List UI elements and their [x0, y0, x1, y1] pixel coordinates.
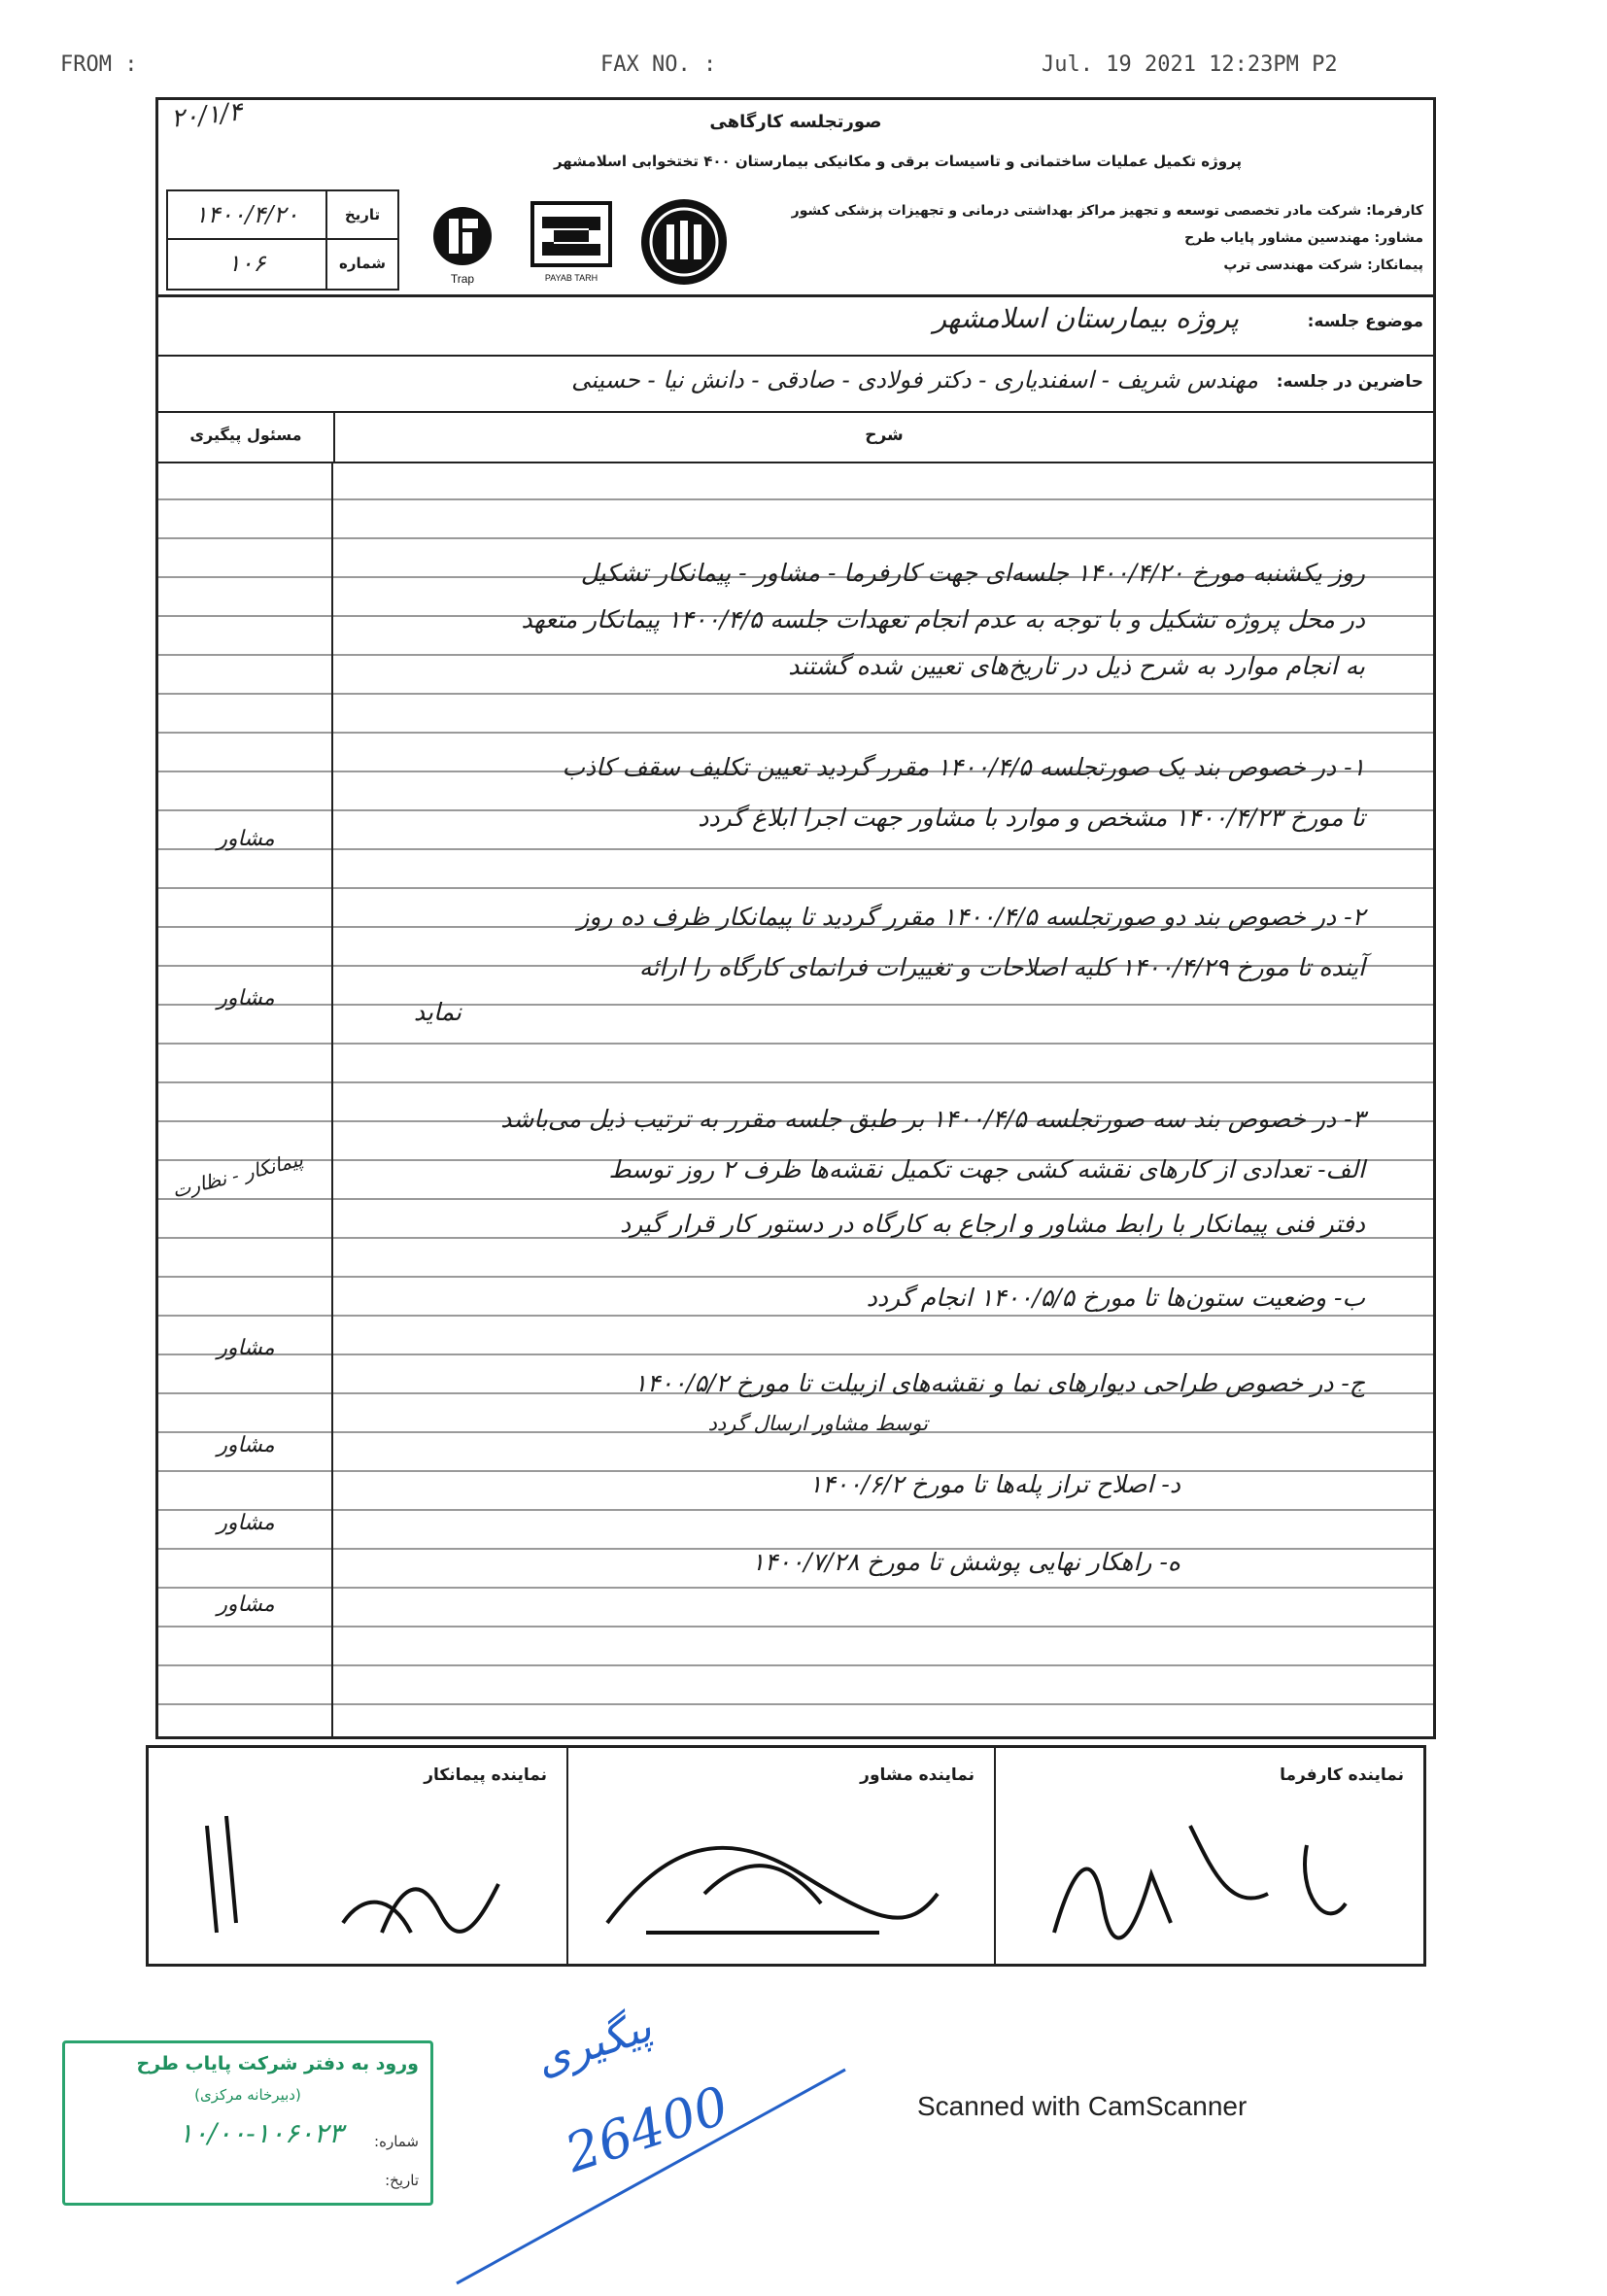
corner-handwritten-note: ۲۰/۱/۴ [169, 97, 244, 134]
responsible-entry: مشاور [217, 827, 275, 851]
body-line: ۲- در خصوص بند دو صورتجلسه ۱۴۰۰/۴/۵ مقرر گردید تا پیمانکار ظرف ده روز [577, 903, 1365, 931]
form-title: صورتجلسه کارگاهی [709, 112, 882, 132]
fax-from: FROM : [60, 52, 138, 77]
attendees-value: مهندس شریف - اسفندیاری - دکتر فولادی - صادقی - دانش نیا - حسینی [571, 366, 1258, 394]
project-title: پروژه تکمیل عملیات ساختمانی و تاسیسات برقی و مکانیکی بیمارستان ۴۰۰ تختخوابی اسلامشهر [553, 153, 1243, 170]
table-header [158, 411, 1433, 463]
stamp-subtitle: (دبیرخانه مرکزی) [194, 2086, 301, 2104]
subject-value: پروژه بیمارستان اسلامشهر [933, 302, 1239, 334]
camscanner-watermark: Scanned with CamScanner [917, 2091, 1248, 2121]
fax-header [0, 47, 1607, 86]
responsible-entry: پیمانکار - نظارت [169, 1147, 306, 1203]
minutes-body [158, 462, 1433, 1739]
consultant-signature-label: نماینده مشاور [860, 1765, 974, 1785]
logo-strip [416, 195, 736, 289]
date-label: تاریخ [325, 191, 397, 238]
minutes-form [155, 97, 1436, 1739]
payab-logo-caption: PAYAB TARH [544, 273, 598, 283]
date-number-box [166, 189, 399, 292]
attendees-row [158, 355, 1433, 413]
number-label: شماره [325, 240, 397, 289]
consultant-signature-icon [588, 1787, 957, 1952]
subject-label: موضوع جلسه: [1307, 312, 1423, 331]
body-line: ه- راهکار نهایی پوشش تا مورخ ۱۴۰۰/۷/۲۸ [751, 1548, 1180, 1576]
attendees-label: حاضرین در جلسه: [1276, 372, 1423, 392]
contractor-signature-label: نماینده پیمانکار [424, 1765, 547, 1785]
responsible-entry: مشاور [217, 1593, 275, 1617]
payab-tarh-logo-icon [525, 195, 618, 289]
description-column-header: شرح [333, 411, 1433, 462]
body-line: ۳- در خصوص بند سه صورتجلسه ۱۴۰۰/۴/۵ بر طبق جلسه مقرر به ترتیب ذیل می‌باشد [500, 1105, 1365, 1133]
body-line: روز یکشنبه مورخ ۱۴۰۰/۴/۲۰ جلسه‌ای جهت کارفرما - مشاور - پیمانکار تشکیل [580, 559, 1365, 587]
trap-logo-icon [416, 195, 509, 289]
body-line: به انجام موارد به شرح ذیل در تاریخ‌های تعیین شده گشتند [788, 652, 1365, 680]
body-line: در محل پروژه تشکیل و با توجه به عدم انجام تعهدات جلسه ۱۴۰۰/۴/۵ پیمانکار متعهد [521, 605, 1365, 634]
body-line: آینده تا مورخ ۱۴۰۰/۴/۲۹ کلیه اصلاحات و تغییرات فرانمای کارگاه را ارائه [638, 953, 1365, 981]
stamp-number-value: ۱۰/۰۰-۱۰۶۰۲۳ [178, 2117, 343, 2149]
employer-signature-cell [996, 1748, 1423, 1964]
date-row [166, 189, 399, 240]
employer-signature-icon [1015, 1787, 1385, 1952]
body-line: الف- تعدادی از کارهای نقشه کشی جهت تکمیل نقشه‌ها ظرف ۲ روز توسط [608, 1155, 1365, 1183]
responsible-entry: مشاور [217, 986, 275, 1011]
responsible-entry: مشاور [217, 1433, 275, 1457]
contractor-signature-cell [149, 1748, 568, 1964]
body-line: توسط مشاور ارسال گردد [707, 1412, 928, 1435]
contractor-signature-icon [168, 1787, 537, 1952]
blue-ink-number: 26400 [558, 2073, 736, 2185]
contractor-line: پیمانکار: شرکت مهندسی ترپ [1223, 257, 1423, 273]
responsible-entry: مشاور [217, 1336, 275, 1360]
column-divider [331, 462, 333, 1739]
consultant-line: مشاور: مهندسین مشاور پایاب طرح [1184, 230, 1423, 246]
trap-logo-caption: Trap [450, 272, 475, 286]
number-row [166, 240, 399, 291]
signature-strip [146, 1745, 1426, 1967]
responsible-entry: مشاور [217, 1511, 275, 1535]
body-line: ب- وضعیت ستون‌ها تا مورخ ۱۴۰۰/۵/۵ انجام گردد [866, 1284, 1365, 1312]
number-value: ۱۰۶ [227, 250, 266, 277]
blue-ink-annotation [447, 2002, 874, 2293]
employer-signature-label: نماینده کارفرما [1280, 1765, 1404, 1785]
consultant-signature-cell [568, 1748, 996, 1964]
blue-ink-word: پیگیری [530, 2002, 658, 2086]
parties-block [724, 197, 1423, 279]
responsible-column-header: مسئول پیگیری [189, 426, 302, 444]
stamp-title: ورود به دفتر شرکت پایاب طرح [136, 2053, 419, 2074]
ministry-logo-icon [637, 195, 731, 289]
blue-ink-stroke-icon [447, 2002, 874, 2293]
form-header [158, 100, 1433, 297]
entry-stamp [62, 2040, 433, 2206]
body-line: تا مورخ ۱۴۰۰/۴/۲۳ مشخص و موارد با مشاور جهت اجرا ابلاغ گردد [698, 804, 1365, 832]
body-line: ۱- در خصوص بند یک صورتجلسه ۱۴۰۰/۴/۵ مقرر گردید تعیین تکلیف سقف کاذب [562, 753, 1365, 781]
fax-number: FAX NO. : [600, 52, 717, 77]
body-line: ج- در خصوص طراحی دیوارهای نما و نقشه‌های ازبیلت تا مورخ ۱۴۰۰/۵/۲ [633, 1369, 1365, 1397]
fax-date: Jul. 19 2021 12:23PM P2 [1042, 52, 1338, 77]
date-value: ۱۴۰۰/۴/۲۰ [194, 201, 299, 228]
body-line: د- اصلاح تراز پله‌ها تا مورخ ۱۴۰۰/۶/۲ [808, 1470, 1180, 1498]
employer-line: کارفرما: شرکت مادر تخصصی توسعه و تجهیز مراکز بهداشتی درمانی و تجهیزات پزشکی کشور [791, 203, 1423, 219]
stamp-number-label: شماره: [374, 2133, 419, 2150]
subject-row [158, 294, 1433, 357]
body-line: دفتر فنی پیمانکار با رابط مشاور و ارجاع به کارگاه در دستور کار قرار گیرد [620, 1210, 1365, 1238]
stamp-date-label: تاریخ: [385, 2172, 419, 2189]
body-line: نماید [413, 998, 462, 1026]
